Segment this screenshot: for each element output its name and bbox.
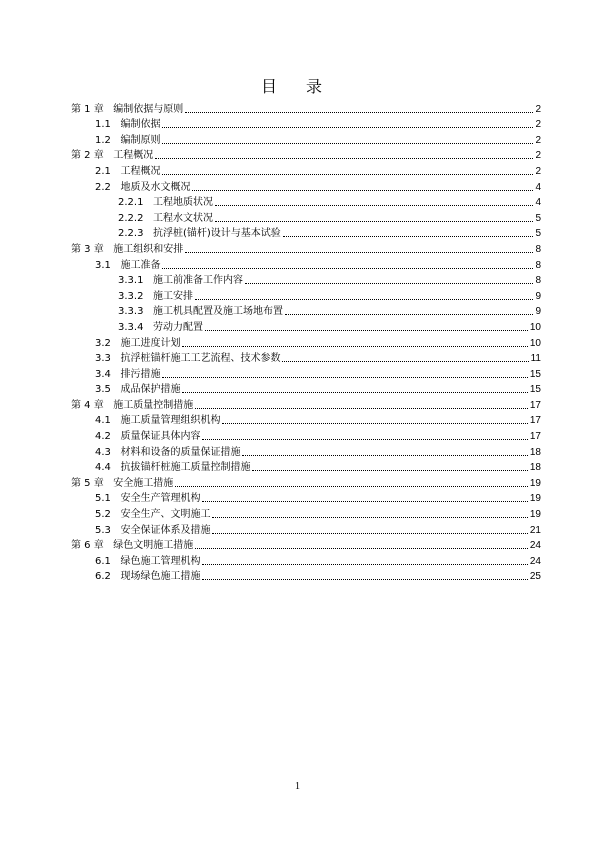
toc-entry-label: 3.3.3 施工机具配置及施工场地布置 — [118, 306, 283, 318]
toc-entry-page: 17 — [529, 399, 541, 411]
toc-entry-page: 10 — [529, 321, 541, 333]
toc-entry[interactable] — [71, 178, 541, 194]
toc-entry-label: 5.2 安全生产、文明施工 — [95, 509, 211, 521]
toc-leader-dots — [215, 221, 533, 222]
toc-entry-label: 3.3.2 施工安排 — [118, 290, 193, 302]
toc-entry[interactable] — [71, 396, 541, 412]
toc-entry[interactable] — [71, 537, 541, 553]
toc-entry[interactable] — [71, 194, 541, 210]
toc-entry-label: 4.2 质量保证具体内容 — [95, 431, 201, 443]
toc-entry-label: 3.4 排污措施 — [95, 368, 161, 380]
toc-entry-label: 6.2 现场绿色施工措施 — [95, 571, 201, 583]
toc-entry-page: 5 — [535, 212, 541, 224]
toc-entry[interactable] — [71, 568, 541, 584]
toc-leader-dots — [202, 579, 527, 580]
toc-entry[interactable] — [71, 162, 541, 178]
toc-leader-dots — [283, 236, 534, 237]
toc-entry-page: 4 — [535, 197, 541, 209]
toc-entry-page: 24 — [529, 540, 541, 552]
toc-leader-dots — [215, 205, 533, 206]
toc-entry-page: 4 — [535, 181, 541, 193]
toc-entry[interactable] — [71, 459, 541, 475]
toc-entry[interactable] — [71, 209, 541, 225]
toc-entry-label: 3.2 施工进度计划 — [95, 337, 181, 349]
toc-entry-page: 15 — [529, 384, 541, 396]
toc-entry-page: 2 — [535, 165, 541, 177]
toc-entry-label: 6.1 绿色施工管理机构 — [95, 555, 201, 567]
toc-entry-label: 2.2.1 工程地质状况 — [118, 197, 213, 209]
toc-leader-dots — [195, 299, 533, 300]
toc-entry-page: 9 — [535, 306, 541, 318]
toc-leader-dots — [162, 127, 533, 128]
toc-entry[interactable] — [71, 505, 541, 521]
toc-leader-dots — [245, 283, 533, 284]
toc-entry-label: 4.3 材料和设备的质量保证措施 — [95, 446, 241, 458]
toc-entry-label: 第 6 章 绿色文明施工措施 — [71, 540, 194, 552]
toc-leader-dots — [222, 423, 527, 424]
toc-entry[interactable] — [71, 131, 541, 147]
toc-entry-label: 第 4 章 施工质量控制措施 — [71, 399, 194, 411]
toc-entry-page: 8 — [535, 243, 541, 255]
toc-entry[interactable] — [71, 116, 541, 132]
toc-entry[interactable] — [71, 474, 541, 490]
toc-entry-page: 8 — [535, 259, 541, 271]
toc-leader-dots — [182, 392, 527, 393]
toc-leader-dots — [252, 470, 527, 471]
toc-entry[interactable] — [71, 443, 541, 459]
toc-leader-dots — [185, 112, 533, 113]
toc-leader-dots — [162, 174, 533, 175]
toc-entry-label: 3.3.1 施工前准备工作内容 — [118, 275, 243, 287]
toc-entry[interactable] — [71, 412, 541, 428]
toc-leader-dots — [192, 190, 533, 191]
toc-entry-page: 10 — [529, 337, 541, 349]
toc-entry-label: 3.5 成品保护措施 — [95, 384, 181, 396]
toc-entry[interactable] — [71, 318, 541, 334]
toc-entry-label: 2.2 地质及水文概况 — [95, 181, 191, 193]
toc-entry-label: 第 3 章 施工组织和安排 — [71, 243, 184, 255]
toc-entry-page: 21 — [529, 524, 541, 536]
toc-leader-dots — [195, 548, 528, 549]
toc-entry-label: 5.3 安全保证体系及措施 — [95, 524, 211, 536]
toc-entry[interactable] — [71, 287, 541, 303]
toc-entry-page: 17 — [529, 415, 541, 427]
toc-entry-page: 15 — [529, 368, 541, 380]
toc-entry[interactable] — [71, 350, 541, 366]
toc-entry[interactable] — [71, 365, 541, 381]
toc-entry-label: 第 5 章 安全施工措施 — [71, 477, 174, 489]
toc-entry-page: 18 — [529, 446, 541, 458]
toc-leader-dots — [185, 252, 533, 253]
toc-entry-label: 4.4 抗拔锚杆桩施工质量控制措施 — [95, 462, 251, 474]
toc-entry-label: 2.1 工程概况 — [95, 165, 161, 177]
table-of-contents — [71, 100, 541, 583]
toc-leader-dots — [195, 408, 528, 409]
toc-entry-page: 19 — [529, 493, 541, 505]
toc-entry-page: 19 — [529, 509, 541, 521]
toc-leader-dots — [205, 330, 528, 331]
toc-entry-page: 5 — [535, 228, 541, 240]
toc-leader-dots — [202, 501, 527, 502]
toc-entry[interactable] — [71, 334, 541, 350]
toc-leader-dots — [282, 361, 528, 362]
toc-entry-page: 18 — [529, 462, 541, 474]
toc-entry-label: 2.2.3 抗浮桩(锚杆)设计与基本试验 — [118, 228, 281, 240]
toc-leader-dots — [202, 564, 527, 565]
toc-entry[interactable] — [71, 427, 541, 443]
toc-entry-label: 1.1 编制依据 — [95, 119, 161, 131]
toc-entry-label: 2.2.2 工程水文状况 — [118, 212, 213, 224]
toc-entry-label: 第 2 章 工程概况 — [71, 150, 154, 162]
toc-entry-label: 3.3.4 劳动力配置 — [118, 321, 203, 333]
toc-entry-label: 5.1 安全生产管理机构 — [95, 493, 201, 505]
toc-leader-dots — [175, 486, 528, 487]
toc-leader-dots — [242, 455, 527, 456]
toc-entry-page: 8 — [535, 275, 541, 287]
toc-entry-page: 2 — [535, 103, 541, 115]
toc-entry-label: 4.1 施工质量管理组织机构 — [95, 415, 221, 427]
toc-entry[interactable] — [71, 100, 541, 116]
toc-entry-page: 17 — [529, 431, 541, 443]
toc-entry-page: 24 — [529, 555, 541, 567]
toc-leader-dots — [155, 158, 533, 159]
toc-entry-page: 2 — [535, 134, 541, 146]
toc-entry-page: 11 — [530, 353, 541, 365]
toc-leader-dots — [162, 268, 533, 269]
toc-entry[interactable] — [71, 225, 541, 241]
toc-entry-page: 2 — [535, 119, 541, 131]
toc-entry[interactable] — [71, 240, 541, 256]
toc-leader-dots — [162, 377, 527, 378]
toc-entry-label: 1.2 编制原则 — [95, 134, 161, 146]
toc-entry[interactable] — [71, 272, 541, 288]
toc-entry[interactable] — [71, 490, 541, 506]
toc-entry-label: 3.3 抗浮桩锚杆施工工艺流程、技术参数 — [95, 353, 281, 365]
toc-entry-page: 19 — [529, 477, 541, 489]
toc-entry-label: 3.1 施工准备 — [95, 259, 161, 271]
toc-title: 目 录 — [260, 77, 335, 96]
toc-leader-dots — [285, 314, 533, 315]
page-number: 1 — [295, 781, 300, 792]
toc-entry[interactable] — [71, 521, 541, 537]
toc-entry[interactable] — [71, 256, 541, 272]
toc-leader-dots — [212, 533, 527, 534]
toc-leader-dots — [182, 346, 527, 347]
toc-entry[interactable] — [71, 552, 541, 568]
toc-leader-dots — [162, 143, 533, 144]
toc-entry-page: 25 — [529, 571, 541, 583]
toc-entry[interactable] — [71, 147, 541, 163]
toc-leader-dots — [212, 517, 527, 518]
toc-entry-label: 第 1 章 编制依据与原则 — [71, 103, 184, 115]
toc-entry-page: 2 — [535, 150, 541, 162]
toc-entry[interactable] — [71, 381, 541, 397]
toc-leader-dots — [202, 439, 527, 440]
toc-entry-page: 9 — [535, 290, 541, 302]
toc-entry[interactable] — [71, 303, 541, 319]
